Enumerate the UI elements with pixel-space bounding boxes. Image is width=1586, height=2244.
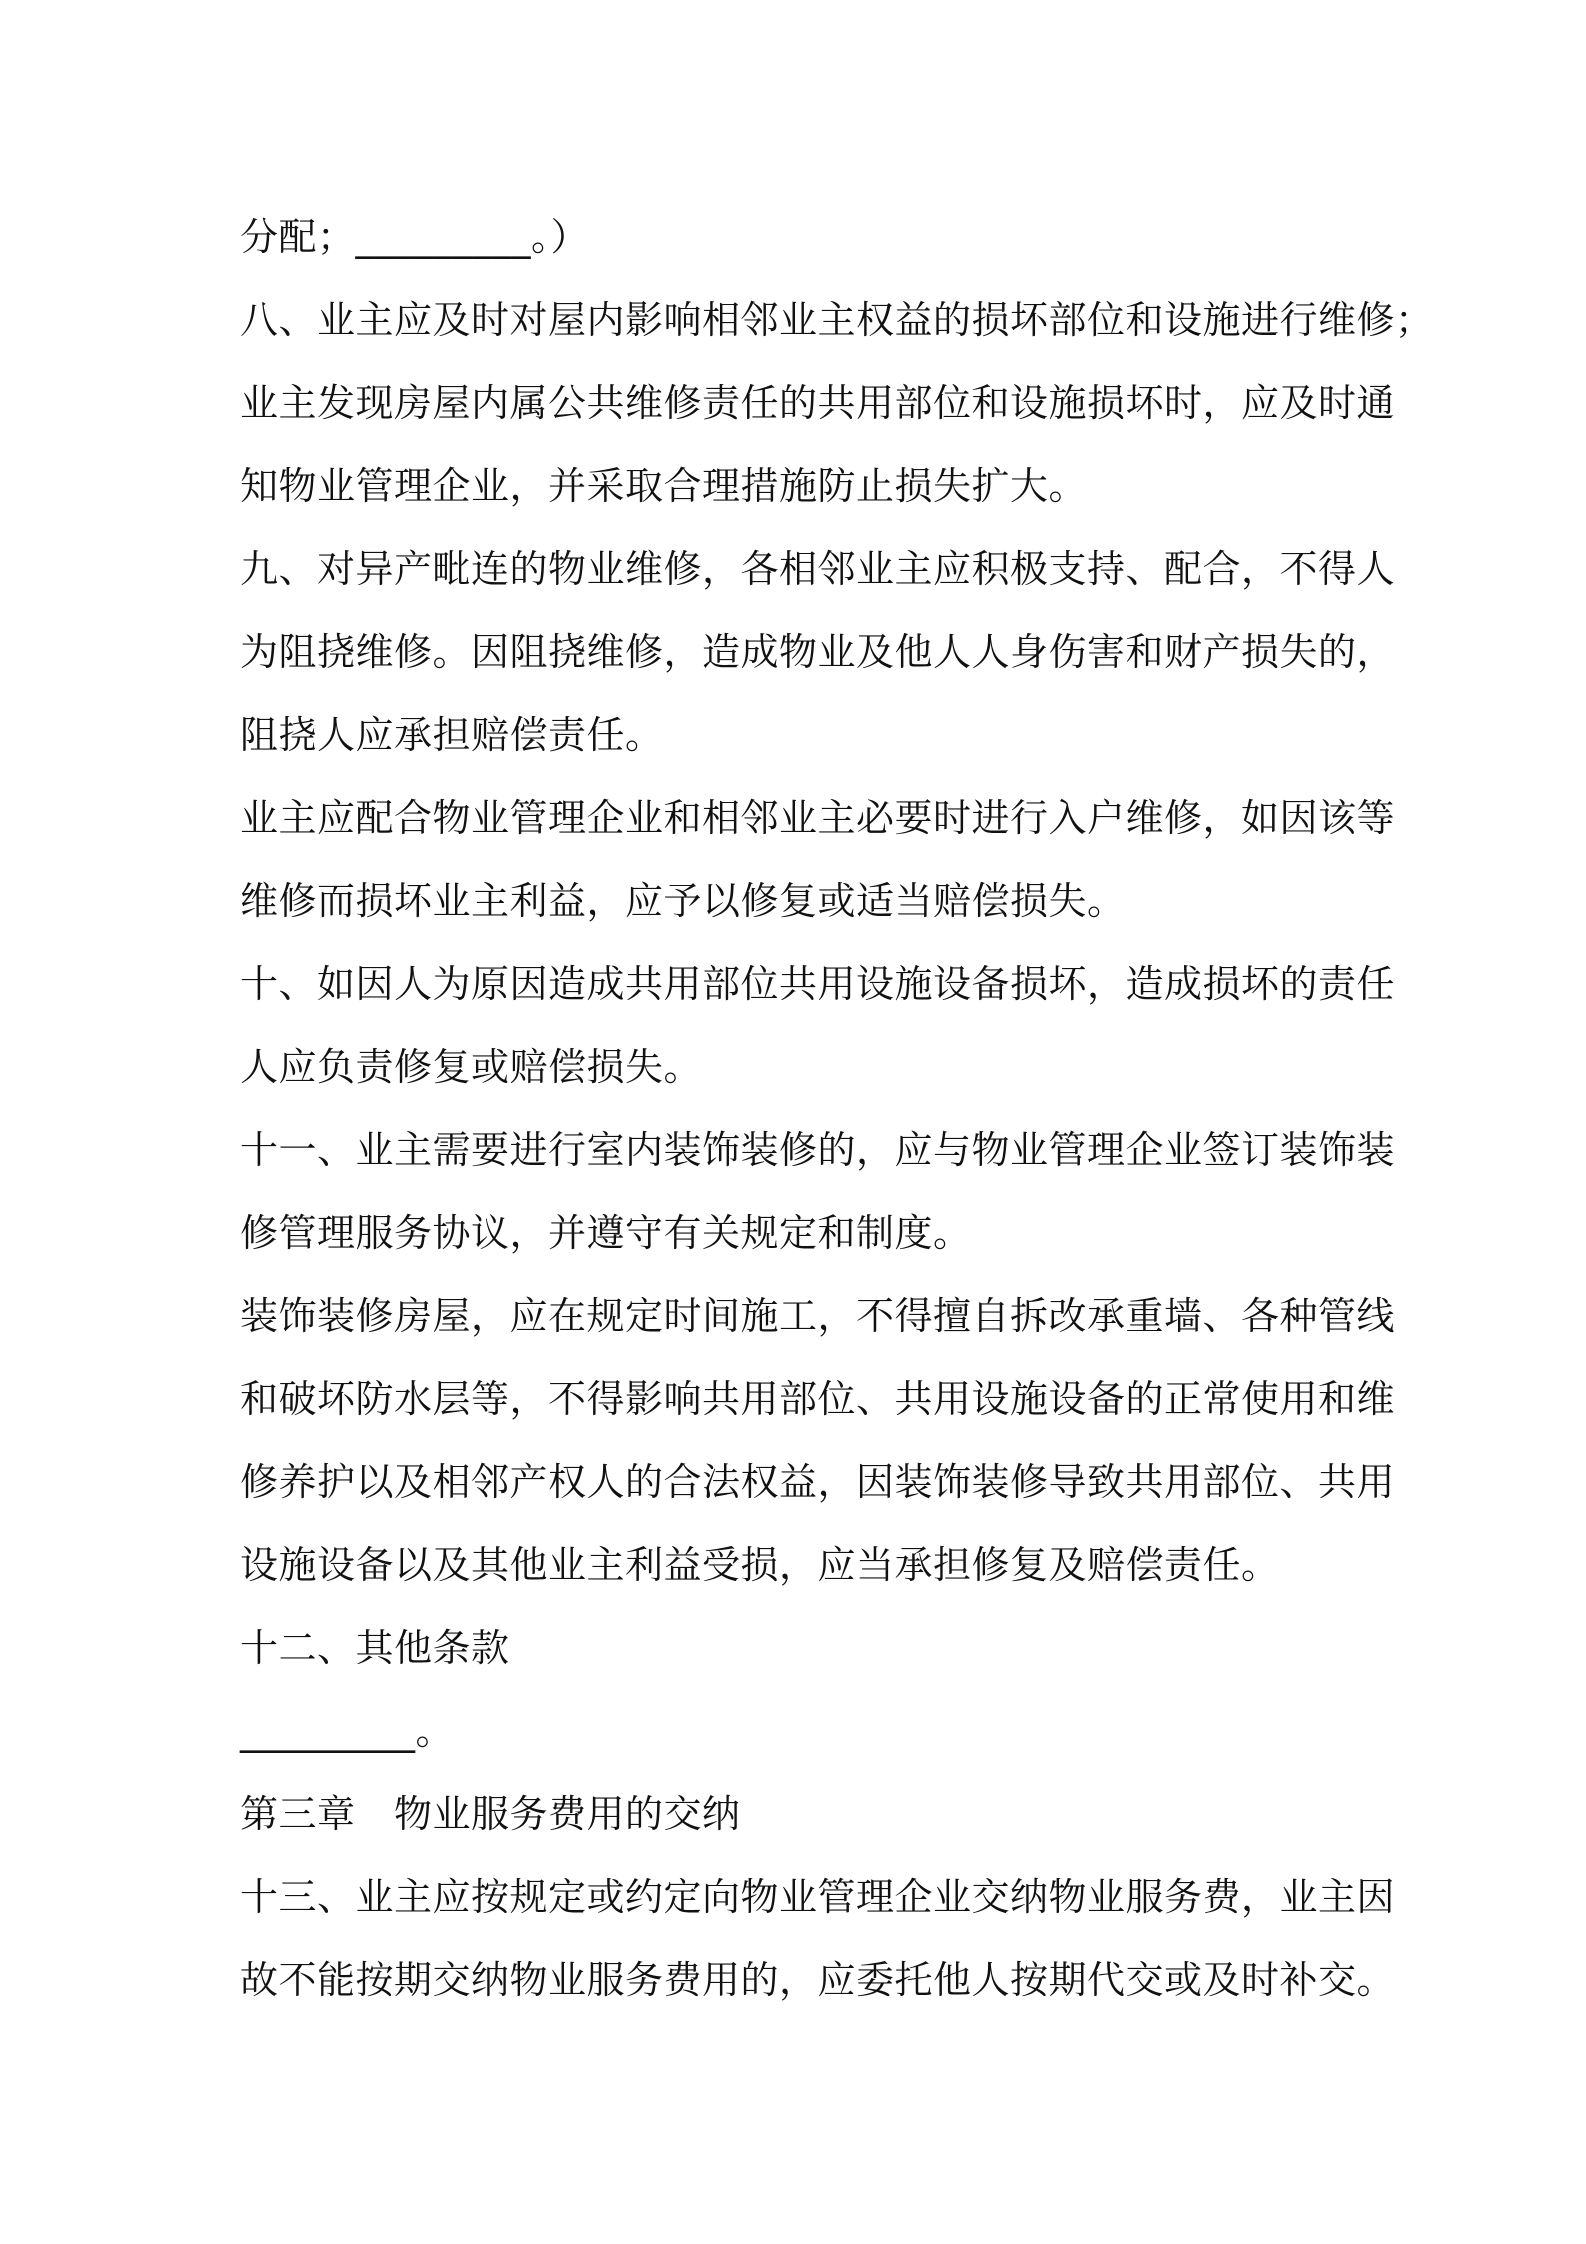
line-04: 知物业管理企业，并采取合理措施防止损失扩大。 [240, 464, 1088, 508]
line-17: 设施设备以及其他业主利益受损，应当承担修复及赔偿责任。 [240, 1543, 1280, 1587]
line-19: _________。 [240, 1709, 455, 1753]
line-06: 为阻挠维修。因阻挠维修，造成物业及他人人身伤害和财产损失的， [240, 630, 1396, 674]
line-14: 装饰装修房屋，应在规定时间施工，不得擅自拆改承重墙、各种管线 [240, 1294, 1396, 1338]
line-11: 人应负责修复或赔偿损失。 [240, 1045, 703, 1089]
line-13: 修管理服务协议，并遵守有关规定和制度。 [240, 1211, 972, 1255]
line-16: 修养护以及相邻产权人的合法权益，因装饰装修导致共用部位、共用 [240, 1460, 1396, 1504]
line-12: 十一、业主需要进行室内装饰装修的，应与物业管理企业签订装饰装 [240, 1128, 1396, 1172]
document-body [240, 196, 1434, 2022]
line-18: 十二、其他条款 [240, 1626, 510, 1670]
line-03: 业主发现房屋内属公共维修责任的共用部位和设施损坏时，应及时通 [240, 381, 1396, 425]
line-09: 维修而损坏业主利益，应予以修复或适当赔偿损失。 [240, 879, 1126, 923]
line-10: 十、如因人为原因造成共用部位共用设施设备损坏，造成损坏的责任 [240, 962, 1396, 1006]
line-02: 八、业主应及时对屋内影响相邻业主权益的损坏部位和设施进行维修； [240, 298, 1434, 342]
line-01: 分配；_________。） [240, 215, 590, 259]
line-15: 和破坏防水层等，不得影响共用部位、共用设施设备的正常使用和维 [240, 1377, 1396, 1421]
line-05: 九、对异产毗连的物业维修，各相邻业主应积极支持、配合，不得人 [240, 547, 1396, 591]
line-21: 十三、业主应按规定或约定向物业管理企业交纳物业服务费，业主因 [240, 1875, 1396, 1919]
line-20: 第三章 物业服务费用的交纳 [240, 1792, 741, 1836]
line-07: 阻挠人应承担赔偿责任。 [240, 713, 664, 757]
line-08: 业主应配合物业管理企业和相邻业主必要时进行入户维修，如因该等 [240, 796, 1396, 840]
line-22: 故不能按期交纳物业服务费用的，应委托他人按期代交或及时补交。 [240, 1958, 1396, 2002]
